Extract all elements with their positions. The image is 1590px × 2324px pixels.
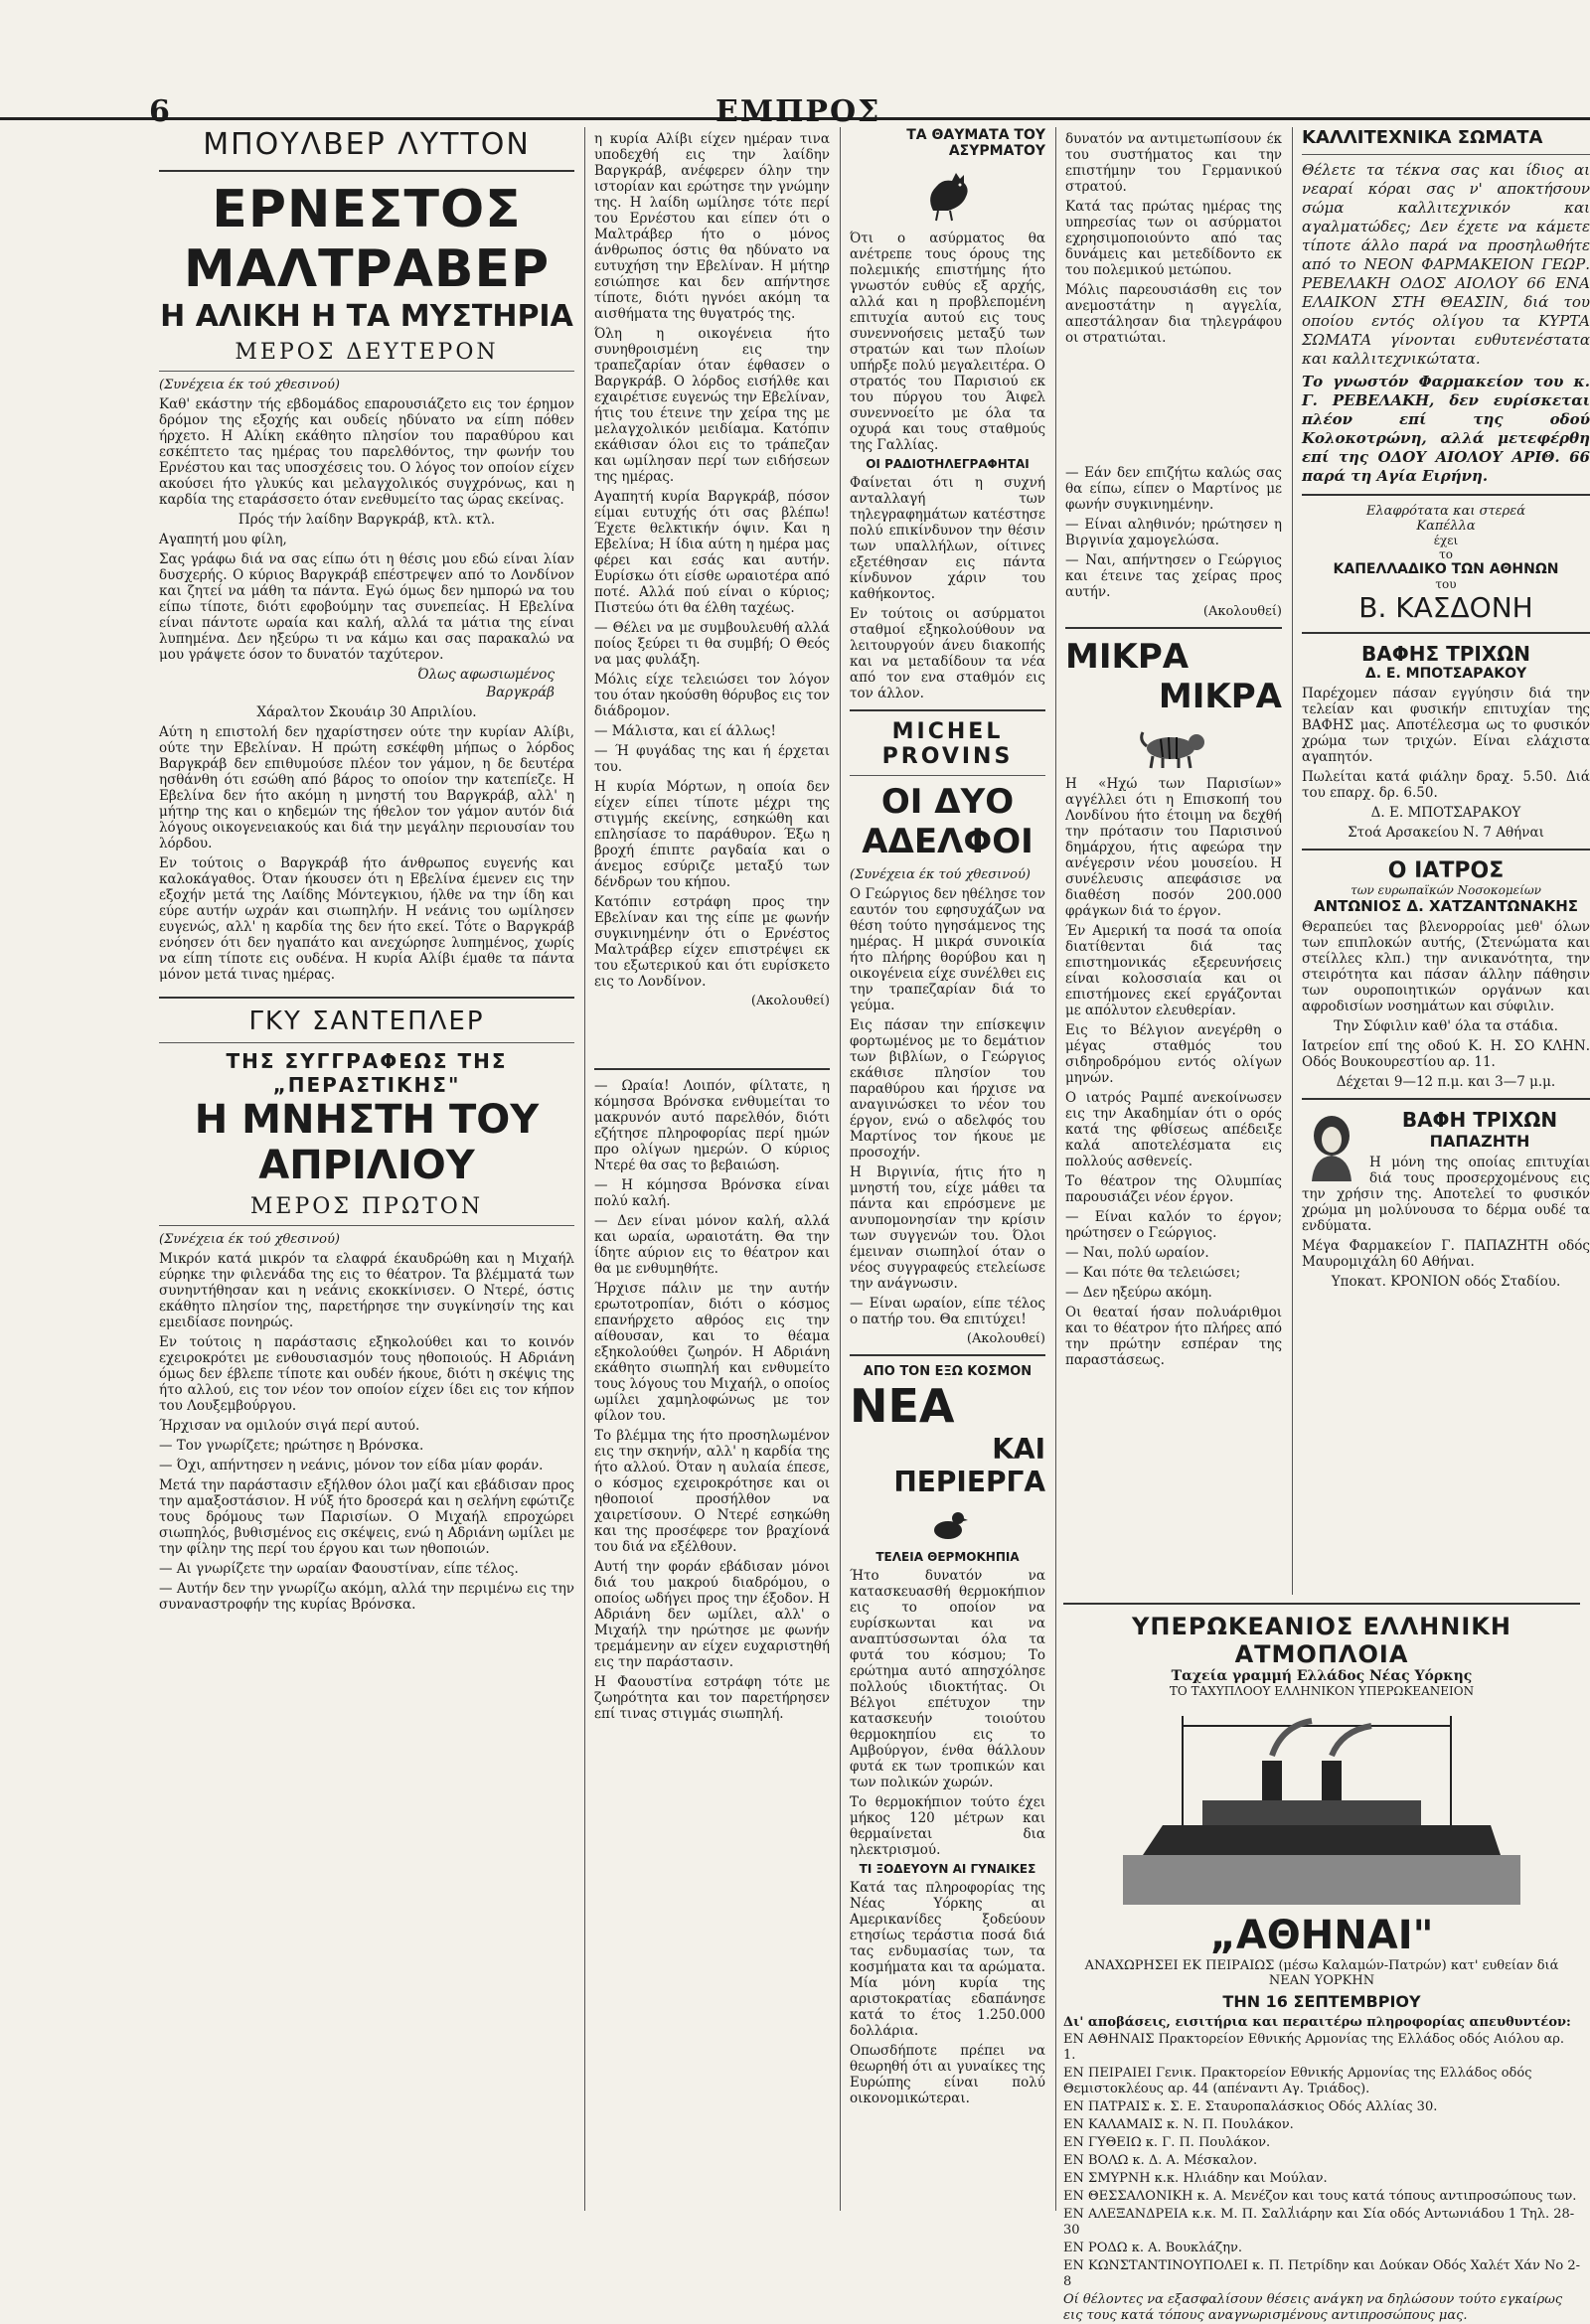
paragraph: Οι θεαταί ήσαν πολυάριθμοι και το θέατρον ήτο πλήρες από την πρώτην εσπέραν της παραστάσεως. <box>1065 1305 1282 1368</box>
ad-text: Θεραπεύει τας βλενορροίας μεθ' όλων των επιπλοκών αυτής, (Στενώματα και στείλλες κλπ.) την ανικανότητα, την στειρότητα και πάσαν άλλην πάθησιν των ουροποιητικών οργάνων και αφροδισίων νοσημάτων και σύφιλιν. <box>1302 919 1590 1014</box>
ad-line: το <box>1439 547 1453 561</box>
ad-line: Καπέλλα <box>1416 519 1476 534</box>
paragraph: Εν τούτοις η παράστασις εξηκολούθει και το κοινόν εχειροκρότει με ενθουσιασμόν τους ηθοποιούς. Η Αδριάνη όμως δεν έβλεπε τίποτε και ουδέν ήκουε, διότι η σκέψις της ήτο αλλού, εις τον νέον τον οποίον είχεν ίδει εις τον κήπον του Λουξεμβούργου. <box>159 1334 574 1414</box>
ad-text: Ιατρείον επί της οδού Κ. Η. ΣΟ ΚΛΗΝ. Οδός Βουκουρεστίου αρ. 11. <box>1302 1038 1590 1070</box>
paragraph: Ήρχισε πάλιν με την αυτήν ερωτοτροπίαν, διότι ο κόσμος επανήρχετο αθρόος εις την αίθουσαν, και το θέαμα εξηκολούθει ζωηρόν. Η Αδριάνη εκάθητο σιωπηλή και ενθυμείτο τους λόγους του Μιχαήλ, ο οποίος ωμίλει χαμηλοφώνως με τον φίλον του. <box>594 1281 830 1424</box>
letter-closing: Όλως αφωσιωμένος <box>417 667 555 683</box>
paragraph: Μόλις παρεουσιάσθη εις τον ανεμοστάτην η αγγελία, απεστάλησαν δια τηλεγράφου οι στρατιώται. <box>1065 282 1282 346</box>
continuation-note: (Συνέχεια έκ τού χθεσινού) <box>159 1232 340 1247</box>
ad-text: Δέχεται 9—12 π.μ. και 3—7 μ.μ. <box>1336 1074 1556 1090</box>
paragraph: Το θερμοκήπιον τούτο έχει μήκος 120 μέτρων και θερμαίνεται δια ηλεκτρισμού. <box>850 1794 1045 1858</box>
dialogue-line: — Δεν ηξεύρω ακόμη. <box>1065 1285 1212 1301</box>
hair-dye-ad-2 <box>1302 1108 1590 1290</box>
ad-sub: Ταχεία γραμμή Ελλάδος Νέας Υόρκης <box>1171 1668 1473 1684</box>
news-subhead: ΤΙ ΞΟΔΕΥΟΥΝ ΑΙ ΓΥΝΑΙΚΕΣ <box>859 1862 1036 1876</box>
letter-greeting: Αγαπητή μου φίλη, <box>159 532 287 547</box>
ad-text: Θέλετε τα τέκνα σας και ίδιος αι νεαραί κόραι σας ν' αποκτήσουν σώμα καλλιτεχνικόν και αγαλματώδες; Δεν έχετε να κάμετε τίποτε άλλο παρά να προσηλωθήτε από το ΝΕΟΝ ΦΑΡΜΑΚΕΙΟΝ ΓΕΩΡ. ΡΕΒΕΛΑΚΗ ΟΔΟΣ ΑΙΟΛΟΥ 66 ΕΝΑ ΕΛΑΙΚΟΝ ΣΤΗ ΘΕΑΣΙΝ, διά του οποίου εντός ολίγου τα ΚΥΡΤΑ ΣΩΜΑΤΑ γίνονται ευθυτενέστατα και καλλιτεχνικώτατα. <box>1302 161 1590 368</box>
steamship-ad <box>1063 1595 1581 2323</box>
ad-title: Ο ΙΑΤΡΟΣ <box>1387 858 1505 883</box>
section-kicker: ΑΠΟ ΤΟΝ ΕΞΩ ΚΟΣΜΟΝ <box>863 1364 1033 1379</box>
agent-line: ΕΝ ΠΕΙΡΑΙΕΙ Γενικ. Πρακτορείον Εθνικής Αρμονίας της Ελλάδος οδός Θεμιστοκλέους αρ. 44 (απέναντι Αγ. Τριάδος). <box>1063 2066 1532 2096</box>
serial-subtitle: Η ΑΛΙΚΗ Η ΤΑ ΜΥΣΤΗΡΙΑ <box>160 299 573 334</box>
ad-title: ΒΑΦΗΣ ΤΡΙΧΩΝ <box>1361 642 1530 666</box>
paragraph: Μικρόν κατά μικρόν τα ελαφρά έκαυδρώθη και η Μιχαήλ εύρηκε την φιλενάδα της εις το θέατρον. Τα βλέμματά των συνηντήθησαν και η νεάνις εκοκκίνισεν. Ο Ντερέ, όστις εκάθητο πλησίον της, παρετήρησε την συγκίνησίν της και εμειδίασε πονηρώς. <box>159 1251 574 1330</box>
column-1 <box>149 127 584 2211</box>
divider <box>850 709 1045 711</box>
duck-illustration <box>928 1506 968 1542</box>
ad-text: Δι' αποβάσεις, εισιτήρια και περαιτέρω πληροφορίας απευθυντέον: <box>1063 2015 1571 2030</box>
divider <box>1302 849 1590 851</box>
divider <box>159 1225 574 1226</box>
serial-part: ΜΕΡΟΣ ΔΕΥΤΕΡΟΝ <box>235 340 499 365</box>
ad-line: του <box>1435 577 1457 591</box>
dialogue-line: — Ναι, πολύ ωραίον. <box>1065 1245 1209 1261</box>
agent-line: ΕΝ ΚΑΛΑΜΑΙΣ κ. Ν. Π. Πουλάκον. <box>1063 2117 1294 2132</box>
rooster-illustration <box>918 167 978 223</box>
paragraph: Το θέατρον της Ολυμπίας παρουσιάζει νέον έργον. <box>1065 1173 1282 1205</box>
agent-line: ΕΝ ΡΟΔΩ κ. Α. Βουκλάζην. <box>1063 2241 1243 2255</box>
to-be-continued: (Ακολουθεί) <box>966 1331 1045 1346</box>
dialogue-line: — Θέλει να με συμβουλευθή αλλά ποίος ξεύρει τι θα συμβή; Ο Θεός να μας φυλάξη. <box>594 620 830 668</box>
paragraph: Όλη η οικογένεια ήτο συνηθροισμένη εις την τραπεζαρίαν όταν έφθασεν ο Βαργκράβ. Ο λόρδος εισήλθε και εχαιρέτισε ευγενώς την Εβελίναν, ήτις του έτεινε την χείρα της με μελαγχολικόν μειδίαμα. Κατόπιν εκάθισαν όλοι εις το τράπεζαν και ωμίλησαν περί των ειδήσεων της ημέρας. <box>594 326 830 485</box>
lady-portrait-illustration <box>1302 1112 1361 1181</box>
column-3 <box>840 127 1055 2211</box>
ad-title: ΥΠΕΡΩΚΕΑΝΙΟΣ ΕΛΛΗΝΙΚΗ ΑΤΜΟΠΛΟΙΑ <box>1132 1613 1511 1668</box>
paragraph: Αγαπητή κυρία Βαργκράβ, πόσον είμαι ευτυχής ότι σας βλέπω! Έχετε θελκτικήν όψιν. Και η Εβελίνα; Η ίδια αύτη η ημέρα μας φέρει και εσάς και αυτήν. Ευρίσκω ότι είσθε ωραιοτέρα από ποτέ. Αλλά πού είναι ο κύριος; Πιστεύω ότι θα έλθη ταχέως. <box>594 489 830 616</box>
paragraph: Εν τούτοις ο Βαργκράβ ήτο άνθρωπος ευγενής και καλοκάγαθος. Όταν ήκουσεν ότι η Εβελίνα έμενεν εις την εξοχήν μετά της Λαίδης Μόντεγκιου, ήλθε να την ίδη και εύρε αυτήν ωχράν και σιωπηλήν. Η νεάνις του ωμίλησεν ευγενώς, αλλ' η καρδία της δεν ήτο εκεί. Τότε ο Βαργκράβ ενόησεν ότι δεν ηγαπάτο και ανεχώρησε λυπημένος, χωρίς να είπη τίποτε εις ουδένα. Η κυρία Αλίβι έμαθε τα πάντα μόνον μετά τινας ημέρας. <box>159 855 574 983</box>
divider <box>1063 1603 1580 1605</box>
ad-text: ΑΝΑΧΩΡΗΣΕΙ ΕΚ ΠΕΙΡΑΙΩΣ (μέσω Καλαμών-Πατρών) κατ' ευθείαν διά ΝΕΑΝ ΥΟΡΚΗΝ <box>1084 1958 1559 1988</box>
serial3-title: ΟΙ ΔΥΟ ΑΔΕΛΦΟΙ <box>862 782 1034 861</box>
letter-date: Χάραλτον Σκουάιρ 30 Απριλίου. <box>256 704 477 720</box>
agent-line: ΕΝ ΠΑΤΡΑΙΣ κ. Σ. Ε. Σταυροπαλάσκιος Οδός Αλλίας 30. <box>1063 2099 1438 2114</box>
paragraph: Αύτη η επιστολή δεν ηχαρίστησεν ούτε την κυρίαν Αλίβι, ούτε την Εβελίναν. Η πρώτη εσκέφθη μήπως ο λόρδος Βαργκράβ δεν επιθυμούσε πλέον τον γάμον, η δε δευτέρα ησθάνθη ότι εσώθη από βάρος το οποίον την κατεπίεζε. Η Εβελίνα δεν ήτο ακόμη η μνηστή του Βαργκράβ, αλλ' η μήτηρ της και ο κηδεμών της ήθελον τον γάμον αυτόν διά λόγους οικογενειακούς και διά την μεγάλην περιουσίαν του λόρδου. <box>159 724 574 852</box>
divider <box>850 1354 1045 1356</box>
dialogue-line: — Αυτήν δεν την γνωρίζω ακόμη, αλλά την περιμένω εις την συναναστροφήν της κυρίας Βρόνσκα. <box>159 1581 574 1613</box>
ship-name: „ΑΘΗΝΑΙ" <box>1209 1913 1434 1958</box>
divider <box>1065 627 1282 629</box>
divider <box>1302 154 1590 155</box>
masthead <box>0 0 1590 129</box>
ad-title: ΒΑΦΗ ΤΡΙΧΩΝ <box>1401 1108 1558 1132</box>
ad-text: Πωλείται κατά φιάλην δραχ. 5.50. Διά του επαρχ. δρ. 6.50. <box>1302 769 1590 801</box>
paragraph: η κυρία Αλίβι είχεν ημέραν τινα υποδεχθή εις την λαίδην Βαργκράβ, ανέφερεν όλην την ιστορίαν και ερώτησε την γνώμην της. Η λαίδη ωμίλησε τότε περί του Ερνέστου και είπεν ότι ο Μαλτράβερ ήτο ο μόνος άνθρωπος όστις θα ηδύνατο να ευτυχήση την Εβελίναν. Η μήτηρ εσιώπησε και δεν απήντησε τίποτε, διότι ηγνόει ακόμη τα αισθήματα της θυγατρός της. <box>594 131 830 322</box>
to-be-continued: (Ακολουθεί) <box>750 994 830 1008</box>
dialogue-line: — Είναι ωραίον, είπε τέλος ο πατήρ του. Θα επιτύχει! <box>850 1296 1045 1327</box>
section-title: ΝΕΑ <box>850 1379 955 1433</box>
paragraph: Έν Αμερική τα ποσά τα οποία διατίθενται διά τας επιστημονικάς εξερευνήσεις είναι κολοσσιαία και οι επιστήμονες εκεί εργάζονται με απόλυτον ελευθερίαν. <box>1065 923 1282 1018</box>
ad-text: Οί θέλοντες να εξασφαλίσουν θέσεις ανάγκη να δηλώσουν τούτο εγκαίρως εις τους κατά τόπους αναγνωρισμένους αντιπροσώπους μας. <box>1063 2292 1563 2323</box>
ad-text: Η μόνη της οποίας επιτυχίαι διά τους προσερχομένους εις την χρήσιν της. Αποτελεί το φυσικόν χρώμα μη μολύνουσα το δέρμα ουδέ τα ενδύματα. <box>1302 1155 1590 1234</box>
agent-line: ΕΝ ΚΩΝΣΤΑΝΤΙΝΟΥΠΟΛΕΙ κ. Π. Πετρίδην και Δούκαν Οδός Χαλέτ Χάν Νο 2-8 <box>1063 2258 1581 2289</box>
divider <box>1302 494 1590 496</box>
divider <box>594 1068 830 1070</box>
dialogue-line: — Δεν είναι μόνον καλή, αλλά και ωραία, ωραιοτάτη. Θα την ίδητε αύριον εις το θέατρον και θα με ενθυμηθήτε. <box>594 1213 830 1277</box>
divider <box>159 170 574 172</box>
divider <box>850 775 1045 776</box>
letter-body: Σας γράφω διά να σας είπω ότι η θέσις μου εδώ είναι λίαν δυσχερής. Ο κύριος Βαργκράβ επέστρεψεν από το Λονδίνον και ζητεί να μάθη τα πάντα. Εγώ όμως δεν ημπορώ να του είπω τίποτε, διότι εφοβούμην τας συνεπείας. Η Εβελίνα είναι πάντοτε ωραία και καλή, αλλά τα μάτια της είναι λυπημένα. Δεν ηξεύρω τι να κάμω και σας παρακαλώ να μου γράψετε όσον το δυνατόν ταχύτερον. <box>159 551 574 663</box>
paragraph: Ήτο δυνατόν να κατασκευασθή θερμοκήπιον εις το οποίον να ευρίσκωνται και να αναπτύσσωνται όλα τα φυτά του κόσμου; Το ερώτημα αυτό απησχόλησε πολλούς ιδιοκτήτας. Οι Βέλγοι επέτυχον την κατασκευήν τοιούτου θερμοκηπίου εις το Αμβούργον, ένθα θάλλουν φυτά εκ των τροπικών και των πολικών χωρών. <box>850 1568 1045 1790</box>
serial-title: ΕΡΝΕΣΤΟΣ ΜΑΛΤΡΑΒΕΡ <box>183 180 551 299</box>
to-be-continued: (Ακολουθεί) <box>1202 604 1282 619</box>
serial3-author: MICHEL PROVINS <box>881 719 1014 769</box>
paragraph: Η «Ηχώ των Παρισίων» αγγέλλει ότι η Επισκοπή του Λονδίνου ήτο έτοιμη να δεχθή την πρότασιν του Παρισινού δημάρχου, ήτις αφεώρα την ανέγερσιν νέου μουσείου. Η συνέλευσις απεφάσισε να διαθέση ποσόν 200.000 φράγκων διά το έργον. <box>1065 776 1282 919</box>
ad-name: ΠΑΠΑΖΗΤΗ <box>1429 1132 1530 1151</box>
newspaper-name: ΕΜΠΡΟΣ <box>716 94 881 129</box>
paragraph: Μετά την παράστασιν εξήλθον όλοι μαζί και εβάδισαν προς την αμαξοστάσιον. Η νύξ ήτο δροσερά και η σελήνη εφώτιζε τους δρόμους των Παρισίων. Ο Μιχαήλ επροχώρει σιωπηλός, βυθισμένος εις σκέψεις, ενώ η Αδριάνη ωμίλει με την φίλην της περί του έργου και των ηθοποιών. <box>159 1477 574 1557</box>
article-title: ΤΑ ΘΑΥΜΑΤΑ ΤΟΥ ΑΣΥΡΜΑΤΟΥ <box>906 127 1045 159</box>
agent-line: ΕΝ ΓΥΘΕΙΩ κ. Γ. Π. Πουλάκον. <box>1063 2135 1271 2150</box>
agent-line: ΕΝ ΒΟΛΩ κ. Δ. Α. Μέσκαλον. <box>1063 2153 1258 2168</box>
dialogue-line: — Η κόμησσα Βρόνσκα είναι πολύ καλή. <box>594 1177 830 1209</box>
dialogue-line: — Εάν δεν επιζήτω καλώς σας θα είπω, είπεν ο Μαρτίνος με φωνήν συγκινημένην. <box>1065 465 1282 513</box>
section-title-2: ΚΑΙ ΠΕΡΙΕΡΓΑ <box>893 1433 1045 1498</box>
article-subhead: ΟΙ ΡΑΔΙΟΤΗΛΕΓΡΑΦΗΤΑΙ <box>866 457 1030 471</box>
serial2-kicker: ΤΗΣ ΣΥΓΓΡΑΦΕΩΣ ΤΗΣ „ΠΕΡΑΣΤΙΚΗΣ" <box>226 1049 508 1097</box>
agent-line: ΕΝ ΑΛΕΞΑΝΔΡΕΙΑ κ.κ. Μ. Π. Σαλλιάρην και Σία οδός Αντωνιάδου 1 Τηλ. 28-30 <box>1063 2207 1575 2238</box>
paragraph: Ήρχισαν να ομιλούν σιγά περί αυτού. <box>159 1418 420 1434</box>
ad-shop-name: Β. ΚΑΣΔΟΝΗ <box>1358 591 1533 624</box>
paragraph: Οπωσδήποτε πρέπει να θεωρηθή ότι αι γυναίκες της Ευρώπης είναι πολύ οικονομικώτεραι. <box>850 2043 1045 2106</box>
agent-line: ΕΝ ΘΕΣΣΑΛΟΝΙΚΗ κ. Α. Μενέζον και τους κατά τόπους αντιπροσώπους των. <box>1063 2189 1577 2204</box>
paragraph: Η κυρία Μόρτων, η οποία δεν είχεν είπει τίποτε μέχρι της στιγμής εκείνης, εσηκώθη και επλησίασε το παράθυρον. Έξω η βροχή έπιπτε ραγδαία και ο άνεμος εσύριζε μεταξύ των δένδρων του κήπου. <box>594 779 830 890</box>
hat-shop-ad <box>1302 504 1590 624</box>
letter-address: Πρός τήν λαίδην Βαργκράβ, κτλ. κτλ. <box>238 512 496 528</box>
dialogue-line: — Και πότε θα τελειώσει; <box>1065 1265 1241 1281</box>
ad-text: Μέγα Φαρμακείον Γ. ΠΑΠΑΖΗΤΗ οδός Μαυρομιχάλη 60 Αθήναι. <box>1302 1238 1590 1270</box>
paragraph: Ο ιατρός Ραμπέ ανεκοίνωσεν εις την Ακαδημίαν ότι ο ορός κατά της φθίσεως απέδειξε καλά αποτελέσματα εις πολλούς ασθενείς. <box>1065 1090 1282 1169</box>
serial2-title: Η ΜΝΗΣΤΗ ΤΟΥ ΑΠΡΙΛΙΟΥ <box>194 1097 540 1188</box>
ad-text: Στοά Αρσακείου Ν. 7 Αθήναι <box>1348 825 1544 841</box>
paragraph: Εις πάσαν την επίσκεψιν φορτωμένος με το δεμάτιον των βιβλίων, ο Γεώργιος εκάθισε πλησίον του παραθύρου και ήρχισε να αναγινώσκει το νέον του έργον, ενώ ο αδελφός του Μαρτίνος τον ήκουε με προσοχήν. <box>850 1017 1045 1161</box>
divider <box>1302 632 1590 634</box>
dialogue-line: — Είναι αληθινόν; ηρώτησεν η Βιργινία χαμογελώσα. <box>1065 517 1282 548</box>
ad-text: Δ. Ε. ΜΠΟΤΣΑΡΑΚΟΥ <box>1370 805 1521 821</box>
ad-text: Παρέχομεν πάσαν εγγύησιν διά την τελείαν και φυσικήν επιτυχίαν της ΒΑΦΗΣ μας. Αποτέλεσμα ως το φυσικόν χρώμα των τριχών. Είναι ελάχιστα αγαπητόν. <box>1302 686 1590 765</box>
dialogue-line: — Είναι καλόν το έργον; ηρώτησεν ο Γεώργιος. <box>1065 1209 1282 1241</box>
ad-name: Δ. Ε. ΜΠΟΤΣΑΡΑΚΟΥ <box>1364 666 1527 682</box>
dialogue-line: — Μάλιστα, και εί άλλως! <box>594 723 776 739</box>
ad-text: Υποκατ. ΚΡΟΝΙΟΝ οδός Σταδίου. <box>1331 1274 1561 1290</box>
dialogue-line: — Ναι, απήντησεν ο Γεώργιος και έτεινε τας χείρας προς αυτήν. <box>1065 552 1282 600</box>
continuation-note: (Συνέχεια έκ τού χθεσινού) <box>159 378 340 392</box>
paragraph: Το βλέμμα της ήτο προσηλωμένον εις την σκηνήν, αλλ' η καρδία της ήτο αλλού. Όταν η αυλαία έπεσε, ο κόσμος εχειροκρότησε και οι ηθοποιοί προσήλθον να χαιρετίσουν. Ο Ντερέ εσηκώθη και της προσέφερε τον βραχίονά του διά να εξέλθουν. <box>594 1428 830 1555</box>
paragraph: Αυτή την φοράν εβάδισαν μόνοι διά του μακρού διαδρόμου, ο οποίος ωδήγει προς την έξοδον. Η Αδριάνη δεν ωμίλει, αλλ' ο Μιχαήλ την ηρώτησε με φωνήν τρεμάμενην αν είχεν ευχαριστηθή εις την παράστασιν. <box>594 1559 830 1670</box>
hair-dye-ad-1 <box>1302 642 1590 841</box>
divider <box>1302 1098 1590 1100</box>
doctor-ad <box>1302 858 1590 1090</box>
divider <box>159 997 574 999</box>
paragraph: — Ωραία! Λοιπόν, φίλτατε, η κόμησσα Βρόνσκα ενθυμείται το μακρυνόν αυτό παρελθόν, διότι εζήτησε πληροφορίας περί ημών προ ολίγων ημερών. Ο κύριος Ντερέ θα σας το βεβαιώση. <box>594 1078 830 1173</box>
ad-sub: των ευρωπαϊκών Νοσοκομείων <box>1351 883 1541 897</box>
tiger-illustration <box>1139 724 1208 768</box>
column-2 <box>584 127 840 2211</box>
section-title: ΜΙΚΡΑ <box>1065 637 1190 677</box>
paragraph: Κατά τας πρώτας ημέρας της υπηρεσίας των οι ασύρματοι εχρησιμοποιούντο από τας δυνάμεις και μετεδίδοντο εκ του πολεμικού μετώπου. <box>1065 199 1282 278</box>
serial-author: ΜΠΟΥΛΒΕΡ ΛΥΤΤΟΝ <box>203 127 531 162</box>
divider <box>159 371 574 372</box>
page-number: 6 <box>149 94 170 129</box>
agent-line: ΕΝ ΣΜΥΡΝΗ κ.κ. Ηλιάδην και Μούλαν. <box>1063 2171 1328 2186</box>
paragraph: δυνατόν να αντιμετωπίσουν έκ του συστήματος και την επιστήμην του Γερμανικού στρατού. <box>1065 131 1282 195</box>
ad-line: Ελαφρότατα και στερεά <box>1365 504 1526 519</box>
paragraph: Κατά τας πληροφορίας της Νέας Υόρκης αι Αμερικανίδες ξοδεύουν ετησίως τεράστια ποσά διά τας ενδυμασίας των, τα κοσμήματα και τα αρώματα. Μία μόνη κυρία της αριστοκρατίας εδαπάνησε κατά το έτος 1.250.000 δολλάρια. <box>850 1880 1045 2039</box>
paragraph: Μόλις είχε τελειώσει τον λόγον του όταν ηκούσθη θόρυβος εις τον διάδρομον. <box>594 672 830 719</box>
dialogue-line: — Ή φυγάδας της και ή έρχεται του. <box>594 743 830 775</box>
ad-line: ΚΑΠΕΛΛΑΔΙΚΟ ΤΩΝ ΑΘΗΝΩΝ <box>1333 561 1559 577</box>
agent-line: ΕΝ ΑΘΗΝΑΙΣ Πρακτορείον Εθνικής Αρμονίας της Ελλάδος οδός Αιόλου αρ. 1. <box>1063 2032 1565 2063</box>
departure-date: ΤΗΝ 16 ΣΕΠΤΕΜΒΡΙΟΥ <box>1222 1992 1421 2011</box>
ad-title: ΚΑΛΛΙΤΕΧΝΙΚΑ ΣΩΜΑΤΑ <box>1302 127 1543 148</box>
dialogue-line: — Αι γνωρίζετε την ωραίαν Φαουστίναν, είπε τέλος. <box>159 1561 519 1577</box>
paragraph: Εν τούτοις οι ασύρματοι σταθμοί εξηκολούθουν να λειτουργούν άνευ διακοπής και να μεταδίδουν τα νέα από τον ενα σταθμόν εις τον άλλον. <box>850 606 1045 701</box>
paragraph: Η Βιργινία, ήτις ήτο η μνηστή του, είχε μάθει τα πάντα και επρόσμενε με ανυπομονησίαν την κρίσιν των συγγενών του. Όλοι έμειναν σιωπηλοί όταν ο νέος συγγραφεύς ετελείωσε την ανάγνωσιν. <box>850 1164 1045 1292</box>
ad-text: Την Σύφιλιν καθ' όλα τα στάδια. <box>1334 1018 1558 1034</box>
serial2-part: ΜΕΡΟΣ ΠΡΩΤΟΝ <box>249 1194 484 1219</box>
steamship-illustration <box>1123 1706 1520 1905</box>
ad-name: ΑΝΤΩΝΙΟΣ Δ. ΧΑΤΖΑΝΤΩΝΑΚΗΣ <box>1313 897 1579 915</box>
paragraph: Κατόπιν εστράφη προς την Εβελίναν και της είπε με φωνήν συγκινημένην ότι ο Ερνέστος Μαλτράβερ είχεν επιστρέψει εκ του εξωτερικού και ότι ευρίσκετο εις το Λονδίνον. <box>594 894 830 990</box>
continuation-note: (Συνέχεια έκ τού χθεσινού) <box>850 867 1031 882</box>
serial2-author: ΓΚΥ ΣΑΝΤΕΠΛΕΡ <box>248 1007 485 1036</box>
paragraph: Ο Γεώργιος δεν ηθέλησε τον εαυτόν του εφησυχάζων να θέση τούτο ηγησάμενος της ημέρας. Η μικρά συνοικία ήτο πλήρης θορύβου και η οικογένεια είχε συνέλθει εις την τραπεζαρίαν διά το γεύμα. <box>850 886 1045 1013</box>
paragraph: Ότι ο ασύρματος θα ανέτρεπε τους όρους της πολεμικής επιστήμης ήτο γνωστόν ευθύς εξ αρχής, αλλά και η προβλεπομένη επιτυχία αυτού εις τους συνεννοήσεις μεταξύ των στρατών και των πλοίων υπήρξε πολύ μεγαλειτέρα. Ο στρατός του Παρισιού εκ του πύργου του Άιφελ συνεννοείτο με όλα τα οχυρά και τους σταθμούς της Γαλλίας. <box>850 231 1045 453</box>
ad-line: έχει <box>1433 534 1459 547</box>
dialogue-line: — Τον γνωρίζετε; ηρώτησε η Βρόνσκα. <box>159 1438 424 1454</box>
ad-sub: ΤΟ ΤΑΧΥΠΛΟΟΥ ΕΛΛΗΝΙΚΟΝ ΥΠΕΡΩΚΕΑΝΕΙΟΝ <box>1169 1684 1475 1698</box>
divider <box>159 1042 574 1043</box>
ad-text: Το γνωστόν Φαρμακείον του κ. Γ. ΡΕΒΕΛΑΚΗ, δεν ευρίσκεται πλέον επί της οδού Κολοκοτρώνη, αλλά μετεφέρθη επί της ΟΔΟΥ ΑΙΟΛΟΥ ΑΡΙΘ. 66 παρά τη Αγία Ειρήνη. <box>1302 373 1590 485</box>
letter-signature: Βαργκράβ <box>486 685 555 700</box>
paragraph: Εις το Βέλγιον ανεγέρθη ο μέγας σταθμός του σιδηροδρόμου εντός ολίγων μηνών. <box>1065 1022 1282 1086</box>
news-subhead: ΤΕΛΕΙΑ ΘΕΡΜΟΚΗΠΙΑ <box>875 1550 1020 1564</box>
section-title-2: ΜΙΚΡΑ <box>1158 677 1282 716</box>
paragraph: Η Φαουστίνα εστράφη τότε με ζωηρότητα και τον παρετήρησεν επί τινας στιγμάς σιωπηλή. <box>594 1674 830 1722</box>
dialogue-line: — Όχι, απήντησεν η νεάνις, μόνον τον είδα μίαν φοράν. <box>159 1458 544 1473</box>
paragraph: Καθ' εκάστην τής εβδομάδος επαρουσιάζετο εις τον έρημον δρόμον της εξοχής και ουδείς ηδύνατο να είπη πόθεν ήρχετο. Η Αλίκη εκάθητο πλησίον του παραθύρου και εσκέπτετο τας ημέρας του παρελθόντος, την φωνήν του Ερνέστου και τας υποσχέσεις του. Ο λόγος τον οποίον είχεν ακούσει ήτο γλυκύς και μελαγχολικός συγχρόνως, και η καρδία της εταράσσετο όταν ενεθυμείτο τας ώρας εκείνας. <box>159 396 574 508</box>
paragraph: Φαίνεται ότι η συχνή ανταλλαγή των τηλεγραφημάτων κατέστησε πολύ επικίνδυνον την θέσιν των υπαλλήλων, οίτινες εξετέθησαν εις πάντα κίνδυνον χάριν του καθήκοντος. <box>850 475 1045 602</box>
